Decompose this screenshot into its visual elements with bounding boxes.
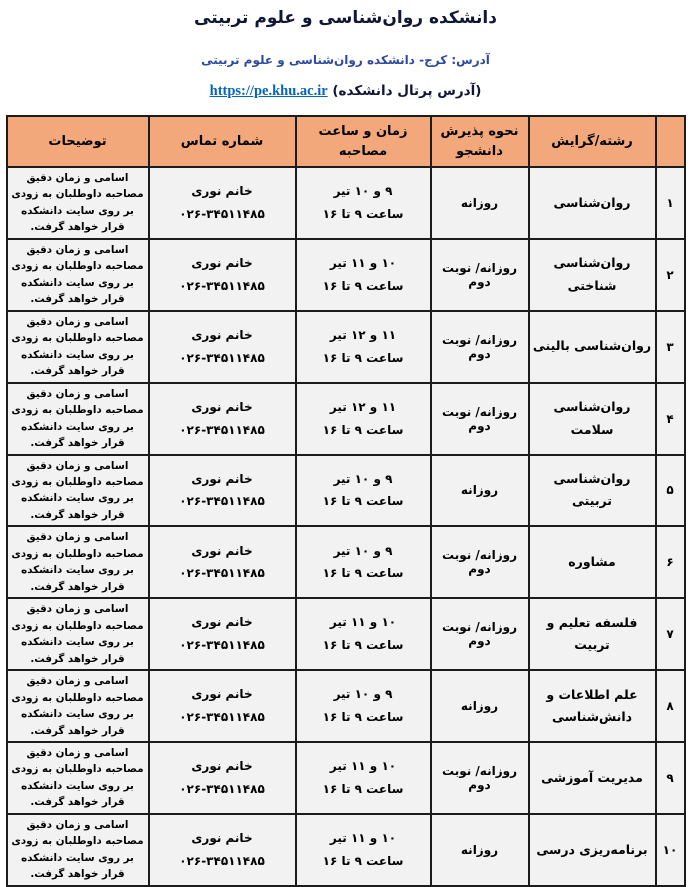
notes-cell: اسامی و زمان دقیق مصاحبه داوطلبان به زودی بر روی سایت دانشکده قرار خواهد گرفت. [7,455,149,527]
contact-name: خانم نوری [191,256,253,271]
contact-phone: ۰۲۶-۳۴۵۱۱۴۸۵ [179,422,265,437]
contact-cell [149,670,296,742]
table-row [7,167,685,239]
contact-name: خانم نوری [191,471,253,486]
interview-date: ۱۱ و ۱۲ تیر [329,399,397,414]
contact-name: خانم نوری [191,687,253,702]
contact-phone: ۰۲۶-۳۴۵۱۱۴۸۵ [179,206,265,221]
notes-cell: اسامی و زمان دقیق مصاحبه داوطلبان به زودی بر روی سایت دانشکده قرار خواهد گرفت. [7,526,149,598]
header-contact: شماره تماس [149,116,296,167]
contact-phone: ۰۲۶-۳۴۵۱۱۴۸۵ [179,278,265,293]
header-row-number [656,116,685,167]
contact-phone: ۰۲۶-۳۴۵۱۱۴۸۵ [179,494,265,509]
table-row [7,598,685,670]
notes-cell: اسامی و زمان دقیق مصاحبه داوطلبان به زودی بر روی سایت دانشکده قرار خواهد گرفت. [7,814,149,886]
table-row [7,742,685,814]
interview-hours: ساعت ۹ تا ۱۶ [322,566,404,581]
notes-cell: اسامی و زمان دقیق مصاحبه داوطلبان به زودی بر روی سایت دانشکده قرار خواهد گرفت. [7,311,149,383]
field-cell: روان‌شناسی تربیتی [529,455,656,527]
contact-phone: ۰۲۶-۳۴۵۱۱۴۸۵ [179,710,265,725]
admission-cell: روزانه/ نوبت دوم [431,239,529,311]
interview-date: ۱۰ و ۱۱ تیر [329,256,397,271]
contact-cell [149,455,296,527]
table-row [7,814,685,886]
time-cell [296,598,431,670]
field-cell: روان‌شناسی [529,167,656,239]
contact-phone: ۰۲۶-۳۴۵۱۱۴۸۵ [179,638,265,653]
row-number: ۴ [656,383,685,455]
contact-name: خانم نوری [191,399,253,414]
interview-date: ۹ و ۱۰ تیر [333,471,393,486]
header-interview-time-line2: مصاحبه [338,143,388,159]
interview-hours: ساعت ۹ تا ۱۶ [322,422,404,437]
header-interview-time [296,116,431,167]
contact-name: خانم نوری [191,759,253,774]
row-number: ۱ [656,167,685,239]
interview-date: ۹ و ۱۰ تیر [333,184,393,199]
field-cell: مدیریت آموزشی [529,742,656,814]
contact-phone: ۰۲۶-۳۴۵۱۱۴۸۵ [179,853,265,868]
portal-line [0,83,691,100]
contact-cell [149,383,296,455]
header-notes: توضیحات [7,116,149,167]
table-row [7,455,685,527]
header-interview-time-line1: زمان و ساعت [318,124,408,139]
row-number: ۵ [656,455,685,527]
notes-cell: اسامی و زمان دقیق مصاحبه داوطلبان به زودی بر روی سایت دانشکده قرار خواهد گرفت. [7,383,149,455]
contact-name: خانم نوری [191,543,253,558]
field-cell: برنامه‌ریزی درسی [529,814,656,886]
field-cell: روان‌شناسی شناختی [529,239,656,311]
row-number: ۸ [656,670,685,742]
time-cell [296,742,431,814]
field-cell: روان‌شناسی سلامت [529,383,656,455]
admission-cell: روزانه [431,670,529,742]
interview-date: ۱۱ و ۱۲ تیر [329,327,397,342]
interview-hours: ساعت ۹ تا ۱۶ [322,710,404,725]
contact-name: خانم نوری [191,184,253,199]
admission-cell: روزانه/ نوبت دوم [431,311,529,383]
contact-cell [149,814,296,886]
contact-cell [149,742,296,814]
contact-phone: ۰۲۶-۳۴۵۱۱۴۸۵ [179,781,265,796]
admission-cell: روزانه/ نوبت دوم [431,383,529,455]
time-cell [296,814,431,886]
contact-phone: ۰۲۶-۳۴۵۱۱۴۸۵ [179,566,265,581]
portal-link[interactable]: https://pe.khu.ac.ir [209,83,328,99]
time-cell [296,239,431,311]
time-cell [296,526,431,598]
field-cell: علم اطلاعات و دانش‌شناسی [529,670,656,742]
interview-hours: ساعت ۹ تا ۱۶ [322,350,404,365]
contact-name: خانم نوری [191,327,253,342]
interview-date: ۱۰ و ۱۱ تیر [329,759,397,774]
address-line: آدرس: کرج- دانشکده روان‌شناسی و علوم تربیتی [201,53,490,67]
row-number: ۲ [656,239,685,311]
contact-phone: ۰۲۶-۳۴۵۱۱۴۸۵ [179,350,265,365]
interview-date: ۹ و ۱۰ تیر [333,687,393,702]
interview-date: ۱۰ و ۱۱ تیر [329,615,397,630]
interview-hours: ساعت ۹ تا ۱۶ [322,853,404,868]
table-row [7,670,685,742]
contact-cell [149,598,296,670]
interview-hours: ساعت ۹ تا ۱۶ [322,494,404,509]
row-number: ۱۰ [656,814,685,886]
interview-schedule-table [6,115,686,887]
admission-cell: روزانه [431,167,529,239]
contact-cell [149,167,296,239]
time-cell [296,455,431,527]
notes-cell: اسامی و زمان دقیق مصاحبه داوطلبان به زودی بر روی سایت دانشکده قرار خواهد گرفت. [7,598,149,670]
admission-cell: روزانه/ نوبت دوم [431,526,529,598]
interview-hours: ساعت ۹ تا ۱۶ [322,781,404,796]
notes-cell: اسامی و زمان دقیق مصاحبه داوطلبان به زودی بر روی سایت دانشکده قرار خواهد گرفت. [7,742,149,814]
header-row [7,116,685,167]
contact-cell [149,311,296,383]
table-row [7,383,685,455]
field-cell: فلسفه تعلیم و تربیت [529,598,656,670]
contact-name: خانم نوری [191,615,253,630]
admission-cell: روزانه [431,814,529,886]
interview-hours: ساعت ۹ تا ۱۶ [322,206,404,221]
header-field: رشته/گرایش [529,116,656,167]
page-title: دانشکده روان‌شناسی و علوم تربیتی [194,8,497,28]
table-row [7,311,685,383]
contact-cell [149,526,296,598]
field-cell: مشاوره [529,526,656,598]
field-cell: روان‌شناسی بالینی [529,311,656,383]
table-row [7,526,685,598]
row-number: ۹ [656,742,685,814]
time-cell [296,167,431,239]
row-number: ۳ [656,311,685,383]
time-cell [296,670,431,742]
notes-cell: اسامی و زمان دقیق مصاحبه داوطلبان به زودی بر روی سایت دانشکده قرار خواهد گرفت. [7,239,149,311]
admission-cell: روزانه [431,455,529,527]
interview-hours: ساعت ۹ تا ۱۶ [322,278,404,293]
interview-hours: ساعت ۹ تا ۱۶ [322,638,404,653]
portal-label: (آدرس پرتال دانشکده) [332,83,482,99]
row-number: ۶ [656,526,685,598]
contact-cell [149,239,296,311]
row-number: ۷ [656,598,685,670]
contact-name: خانم نوری [191,831,253,846]
table-row [7,239,685,311]
notes-cell: اسامی و زمان دقیق مصاحبه داوطلبان به زودی بر روی سایت دانشکده قرار خواهد گرفت. [7,167,149,239]
interview-date: ۹ و ۱۰ تیر [333,543,393,558]
admission-cell: روزانه/ نوبت دوم [431,598,529,670]
time-cell [296,383,431,455]
interview-date: ۱۰ و ۱۱ تیر [329,831,397,846]
header-admission: نحوه پذیرش دانشجو [431,116,529,167]
notes-cell: اسامی و زمان دقیق مصاحبه داوطلبان به زودی بر روی سایت دانشکده قرار خواهد گرفت. [7,670,149,742]
admission-cell: روزانه/ نوبت دوم [431,742,529,814]
time-cell [296,311,431,383]
